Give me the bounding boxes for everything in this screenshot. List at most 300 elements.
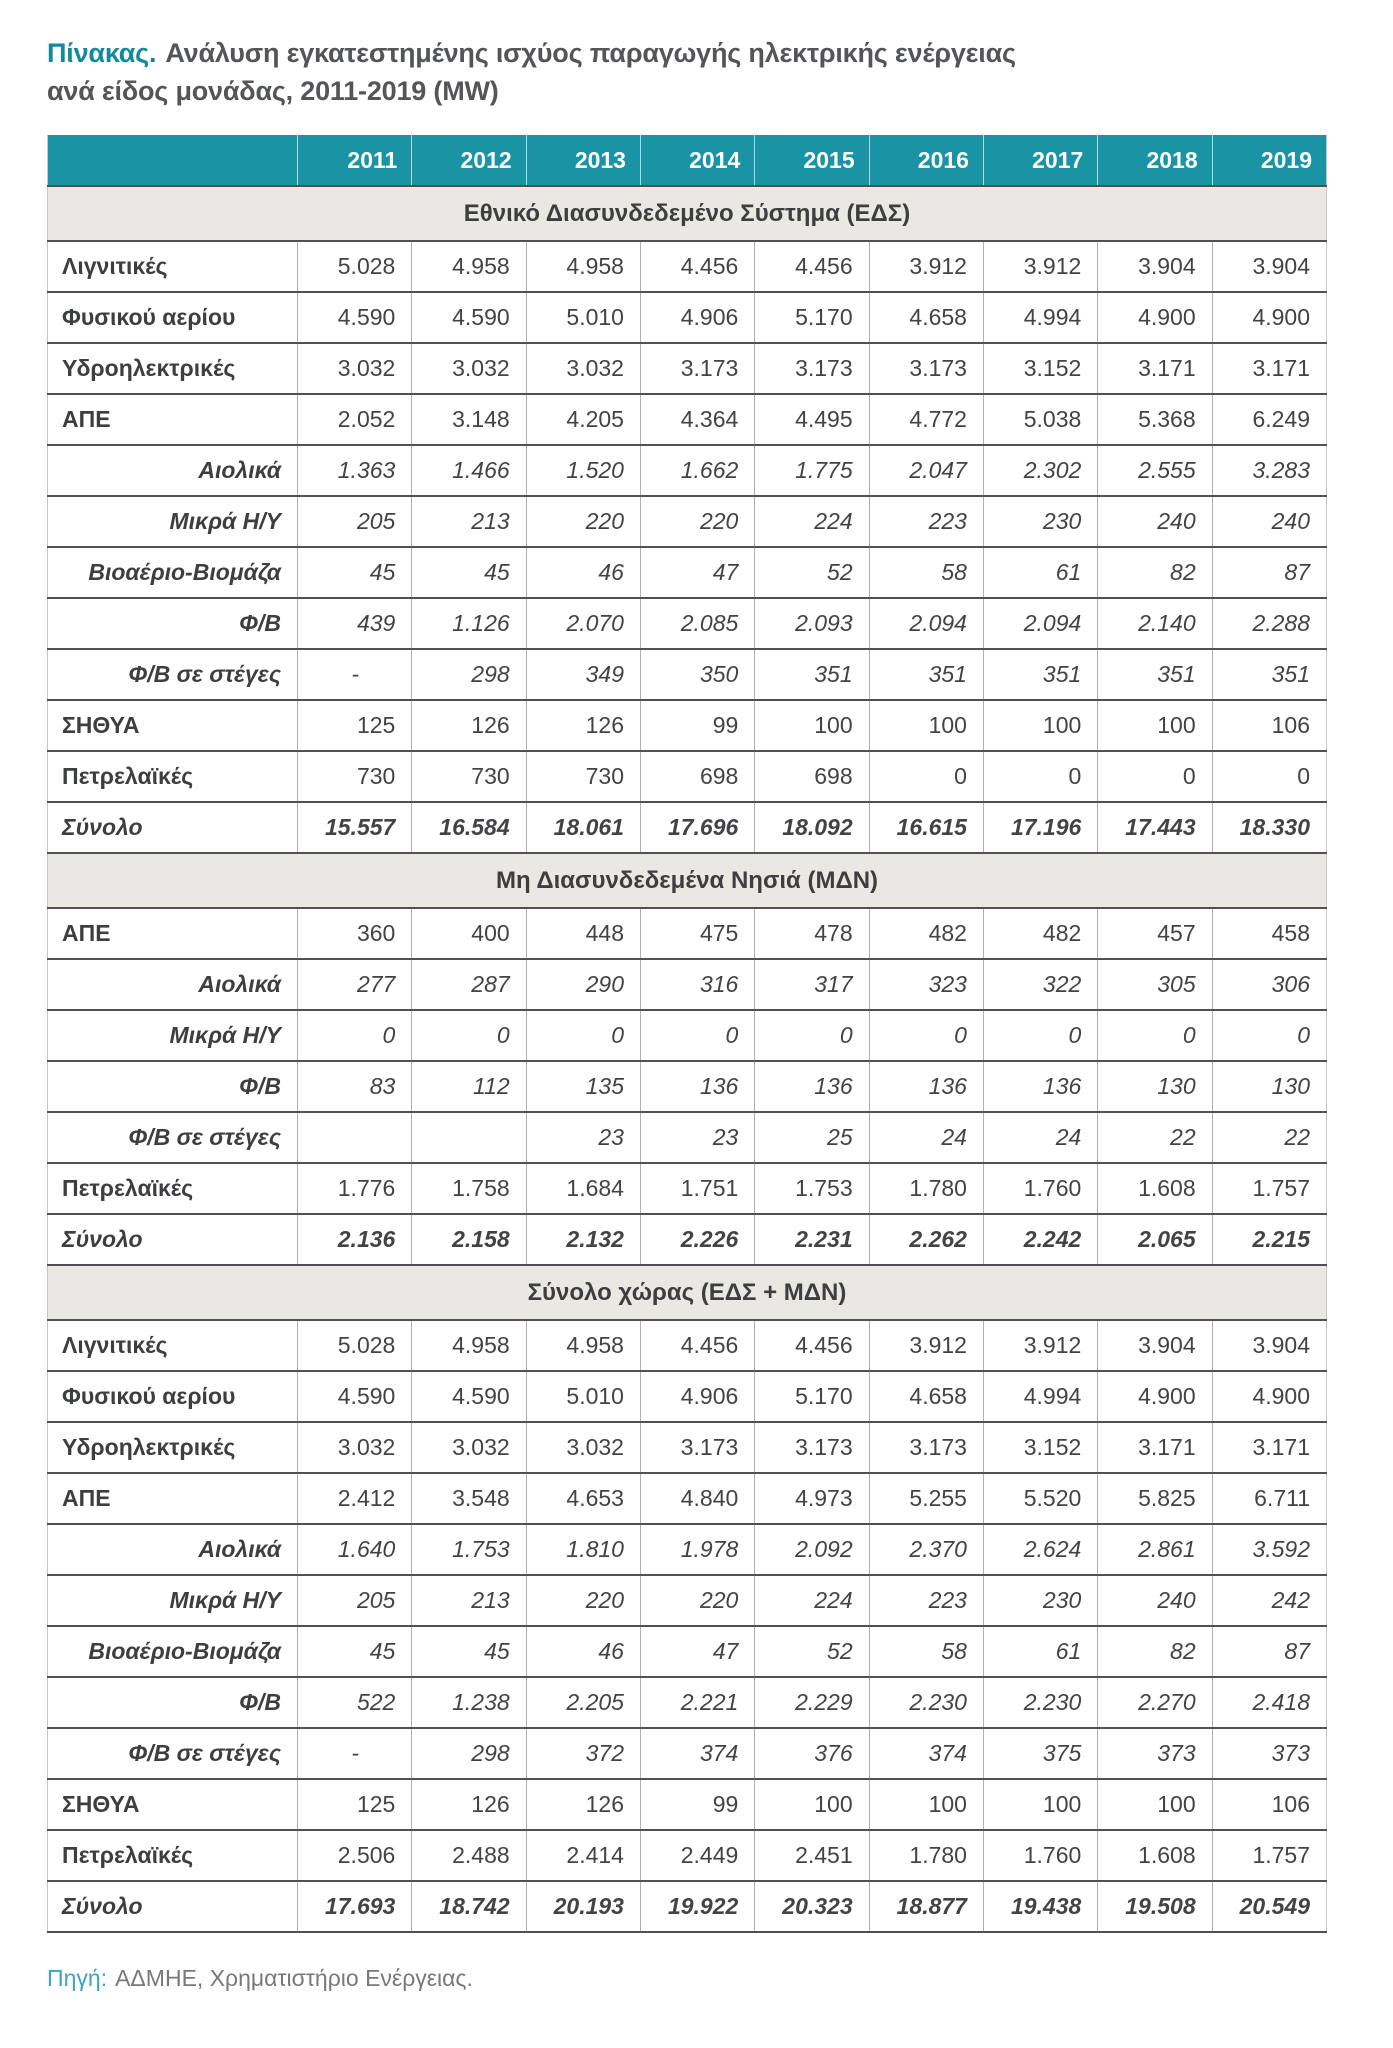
value-cell: 4.590: [298, 292, 412, 343]
value-cell: 351: [1212, 649, 1326, 700]
table-row: [48, 1626, 1327, 1677]
value-cell: 2.140: [1098, 598, 1212, 649]
value-cell: 1.776: [298, 1163, 412, 1214]
value-cell: 18.061: [526, 802, 640, 853]
value-cell: 4.772: [869, 394, 983, 445]
value-cell: 1.238: [412, 1677, 526, 1728]
year-header-2019: 2019: [1212, 135, 1326, 186]
value-cell: 240: [1098, 1575, 1212, 1626]
value-cell: 2.205: [526, 1677, 640, 1728]
table-row: [48, 496, 1327, 547]
table-row: [48, 1320, 1327, 1371]
value-cell: 2.418: [1212, 1677, 1326, 1728]
value-cell: 374: [869, 1728, 983, 1779]
value-cell: 1.757: [1212, 1163, 1326, 1214]
value-cell: 374: [640, 1728, 754, 1779]
value-cell: 730: [412, 751, 526, 802]
row-label: Φ/Β σε στέγες: [48, 649, 298, 700]
value-cell: 17.196: [983, 802, 1097, 853]
value-cell: 19.508: [1098, 1881, 1212, 1932]
value-cell: 1.662: [640, 445, 754, 496]
value-cell: 4.906: [640, 1371, 754, 1422]
value-cell: 2.221: [640, 1677, 754, 1728]
table-row: [48, 292, 1327, 343]
table-body: [48, 186, 1327, 1932]
value-cell: 3.032: [298, 343, 412, 394]
value-cell: 2.270: [1098, 1677, 1212, 1728]
value-cell: 3.912: [869, 241, 983, 292]
source-note: [47, 1965, 1346, 1992]
value-cell: 99: [640, 1779, 754, 1830]
value-cell: 1.608: [1098, 1830, 1212, 1881]
value-cell: 17.443: [1098, 802, 1212, 853]
value-cell: 1.363: [298, 445, 412, 496]
value-cell: 52: [755, 547, 869, 598]
value-cell: 360: [298, 908, 412, 959]
value-cell: 15.557: [298, 802, 412, 853]
section-title: Εθνικό Διασυνδεδεμένο Σύστημα (ΕΔΣ): [48, 186, 1327, 241]
table-row: [48, 1473, 1327, 1524]
value-cell: 125: [298, 700, 412, 751]
value-cell: 240: [1098, 496, 1212, 547]
value-cell: 23: [640, 1112, 754, 1163]
value-cell: 24: [869, 1112, 983, 1163]
value-cell: 698: [640, 751, 754, 802]
page-title-prefix: Πίνακας.: [47, 38, 157, 68]
value-cell: 475: [640, 908, 754, 959]
value-cell: 47: [640, 547, 754, 598]
value-cell: 730: [298, 751, 412, 802]
value-cell: 317: [755, 959, 869, 1010]
year-header-2018: 2018: [1098, 135, 1212, 186]
value-cell: 1.757: [1212, 1830, 1326, 1881]
value-cell: 1.751: [640, 1163, 754, 1214]
value-cell: 698: [755, 751, 869, 802]
value-cell: 3.904: [1098, 1320, 1212, 1371]
value-cell: 2.506: [298, 1830, 412, 1881]
value-cell: 45: [298, 547, 412, 598]
value-cell: 448: [526, 908, 640, 959]
value-cell: 20.193: [526, 1881, 640, 1932]
value-cell: 3.912: [983, 1320, 1097, 1371]
value-cell: 2.302: [983, 445, 1097, 496]
value-cell: 4.840: [640, 1473, 754, 1524]
value-cell: -: [298, 649, 412, 700]
row-label: Πετρελαϊκές: [48, 1163, 298, 1214]
value-cell: 100: [755, 700, 869, 751]
value-cell: 1.753: [755, 1163, 869, 1214]
table-row: [48, 700, 1327, 751]
value-cell: 4.590: [412, 292, 526, 343]
value-cell: 2.451: [755, 1830, 869, 1881]
value-cell: 4.906: [640, 292, 754, 343]
table-row: [48, 1779, 1327, 1830]
value-cell: 130: [1212, 1061, 1326, 1112]
value-cell: 3.171: [1098, 343, 1212, 394]
table-row: [48, 547, 1327, 598]
table-row: [48, 1061, 1327, 1112]
table-row: [48, 1112, 1327, 1163]
section-header-row-2: [48, 1265, 1327, 1320]
row-label: Φ/Β: [48, 1061, 298, 1112]
value-cell: 4.994: [983, 1371, 1097, 1422]
value-cell: 2.070: [526, 598, 640, 649]
value-cell: 0: [755, 1010, 869, 1061]
row-label: Αιολικά: [48, 959, 298, 1010]
table-row: [48, 343, 1327, 394]
value-cell: 126: [526, 1779, 640, 1830]
table-row: [48, 241, 1327, 292]
table-row: [48, 598, 1327, 649]
value-cell: 5.825: [1098, 1473, 1212, 1524]
value-cell: 5.520: [983, 1473, 1097, 1524]
section-title: Σύνολο χώρας (ΕΔΣ + ΜΔΝ): [48, 1265, 1327, 1320]
value-cell: 351: [869, 649, 983, 700]
value-cell: 220: [640, 496, 754, 547]
table-row: [48, 802, 1327, 853]
value-cell: 224: [755, 1575, 869, 1626]
value-cell: 3.032: [412, 343, 526, 394]
value-cell: 1.684: [526, 1163, 640, 1214]
table-row: [48, 1371, 1327, 1422]
value-cell: 126: [526, 700, 640, 751]
value-cell: 2.370: [869, 1524, 983, 1575]
value-cell: 100: [1098, 700, 1212, 751]
value-cell: 400: [412, 908, 526, 959]
value-cell: 22: [1098, 1112, 1212, 1163]
value-cell: 17.693: [298, 1881, 412, 1932]
value-cell: 2.052: [298, 394, 412, 445]
value-cell: 0: [1212, 1010, 1326, 1061]
value-cell: 223: [869, 496, 983, 547]
value-cell: 205: [298, 1575, 412, 1626]
value-cell: 213: [412, 1575, 526, 1626]
value-cell: 458: [1212, 908, 1326, 959]
value-cell: 220: [526, 1575, 640, 1626]
value-cell: 52: [755, 1626, 869, 1677]
value-cell: 2.229: [755, 1677, 869, 1728]
value-cell: 2.231: [755, 1214, 869, 1265]
value-cell: 4.958: [526, 1320, 640, 1371]
value-cell: 58: [869, 1626, 983, 1677]
value-cell: 1.758: [412, 1163, 526, 1214]
value-cell: 82: [1098, 1626, 1212, 1677]
value-cell: 1.466: [412, 445, 526, 496]
year-header-2014: 2014: [640, 135, 754, 186]
value-cell: 1.760: [983, 1163, 1097, 1214]
value-cell: 18.330: [1212, 802, 1326, 853]
value-cell: 277: [298, 959, 412, 1010]
value-cell: 2.288: [1212, 598, 1326, 649]
value-cell: 18.092: [755, 802, 869, 853]
row-label: Βιοαέριο-Βιομάζα: [48, 547, 298, 598]
table-row: [48, 959, 1327, 1010]
value-cell: -: [298, 1728, 412, 1779]
table-row: [48, 1830, 1327, 1881]
value-cell: 323: [869, 959, 983, 1010]
value-cell: 5.010: [526, 1371, 640, 1422]
value-cell: 3.173: [869, 343, 983, 394]
value-cell: 5.038: [983, 394, 1097, 445]
value-cell: 0: [1098, 751, 1212, 802]
value-cell: 223: [869, 1575, 983, 1626]
value-cell: 23: [526, 1112, 640, 1163]
value-cell: 125: [298, 1779, 412, 1830]
year-header-2011: 2011: [298, 135, 412, 186]
value-cell: 4.900: [1098, 1371, 1212, 1422]
value-cell: 5.028: [298, 241, 412, 292]
value-cell: 17.696: [640, 802, 754, 853]
value-cell: 4.456: [640, 1320, 754, 1371]
table-row: [48, 1575, 1327, 1626]
value-cell: 4.590: [298, 1371, 412, 1422]
value-cell: 1.760: [983, 1830, 1097, 1881]
value-cell: 2.136: [298, 1214, 412, 1265]
value-cell: 0: [1098, 1010, 1212, 1061]
row-label: ΣΗΘΥΑ: [48, 1779, 298, 1830]
value-cell: 4.456: [640, 241, 754, 292]
value-cell: 1.775: [755, 445, 869, 496]
value-cell: 135: [526, 1061, 640, 1112]
value-cell: 45: [412, 547, 526, 598]
value-cell: 0: [526, 1010, 640, 1061]
row-label: Φ/Β: [48, 598, 298, 649]
value-cell: 46: [526, 547, 640, 598]
value-cell: 4.658: [869, 1371, 983, 1422]
value-cell: 61: [983, 547, 1097, 598]
value-cell: 100: [983, 1779, 1097, 1830]
value-cell: 0: [640, 1010, 754, 1061]
value-cell: 372: [526, 1728, 640, 1779]
value-cell: 1.640: [298, 1524, 412, 1575]
value-cell: 3.171: [1212, 343, 1326, 394]
value-cell: 1.126: [412, 598, 526, 649]
value-cell: 1.978: [640, 1524, 754, 1575]
value-cell: 3.912: [983, 241, 1097, 292]
value-cell: 4.364: [640, 394, 754, 445]
value-cell: 3.032: [298, 1422, 412, 1473]
value-cell: 3.173: [755, 1422, 869, 1473]
year-header-row: [48, 135, 1327, 186]
value-cell: 350: [640, 649, 754, 700]
table-row: [48, 1214, 1327, 1265]
value-cell: 2.093: [755, 598, 869, 649]
value-cell: 0: [983, 751, 1097, 802]
value-cell: 376: [755, 1728, 869, 1779]
value-cell: 47: [640, 1626, 754, 1677]
table-row: [48, 751, 1327, 802]
value-cell: 0: [869, 751, 983, 802]
value-cell: 3.173: [640, 1422, 754, 1473]
row-label: ΑΠΕ: [48, 908, 298, 959]
value-cell: 2.065: [1098, 1214, 1212, 1265]
value-cell: 136: [755, 1061, 869, 1112]
row-label: Σύνολο: [48, 1214, 298, 1265]
value-cell: 298: [412, 1728, 526, 1779]
value-cell: 19.922: [640, 1881, 754, 1932]
value-cell: 24: [983, 1112, 1097, 1163]
value-cell: 2.242: [983, 1214, 1097, 1265]
value-cell: 1.608: [1098, 1163, 1212, 1214]
value-cell: 2.085: [640, 598, 754, 649]
row-label: Αιολικά: [48, 445, 298, 496]
source-note-text: ΑΔΜΗΕ, Χρηματιστήριο Ενέργειας.: [115, 1965, 473, 1991]
value-cell: 2.488: [412, 1830, 526, 1881]
value-cell: 220: [640, 1575, 754, 1626]
value-cell: 2.230: [869, 1677, 983, 1728]
table-row: [48, 1881, 1327, 1932]
value-cell: 3.032: [526, 343, 640, 394]
value-cell: 2.094: [869, 598, 983, 649]
value-cell: 2.158: [412, 1214, 526, 1265]
table-row: [48, 1163, 1327, 1214]
value-cell: 457: [1098, 908, 1212, 959]
section-header-row-1: [48, 853, 1327, 908]
value-cell: 100: [1098, 1779, 1212, 1830]
value-cell: 106: [1212, 700, 1326, 751]
value-cell: 373: [1098, 1728, 1212, 1779]
value-cell: 5.010: [526, 292, 640, 343]
table-row: [48, 1728, 1327, 1779]
value-cell: 16.584: [412, 802, 526, 853]
value-cell: 213: [412, 496, 526, 547]
value-cell: 730: [526, 751, 640, 802]
row-label: Αιολικά: [48, 1524, 298, 1575]
value-cell: 1.780: [869, 1830, 983, 1881]
value-cell: 3.173: [755, 343, 869, 394]
value-cell: 375: [983, 1728, 1097, 1779]
value-cell: 351: [983, 649, 1097, 700]
value-cell: 5.028: [298, 1320, 412, 1371]
value-cell: 22: [1212, 1112, 1326, 1163]
table-row: [48, 394, 1327, 445]
row-label: Λιγνιτικές: [48, 241, 298, 292]
value-cell: 5.368: [1098, 394, 1212, 445]
value-cell: 18.742: [412, 1881, 526, 1932]
section-header-row-0: [48, 186, 1327, 241]
section-title: Μη Διασυνδεδεμένα Νησιά (ΜΔΝ): [48, 853, 1327, 908]
value-cell: 2.092: [755, 1524, 869, 1575]
value-cell: 83: [298, 1061, 412, 1112]
value-cell: 230: [983, 1575, 1097, 1626]
row-label: Λιγνιτικές: [48, 1320, 298, 1371]
value-cell: 298: [412, 649, 526, 700]
value-cell: 2.412: [298, 1473, 412, 1524]
value-cell: 126: [412, 700, 526, 751]
value-cell: 4.456: [755, 241, 869, 292]
value-cell: 3.152: [983, 343, 1097, 394]
value-cell: 290: [526, 959, 640, 1010]
table-row: [48, 1677, 1327, 1728]
value-cell: 306: [1212, 959, 1326, 1010]
value-cell: 100: [869, 700, 983, 751]
value-cell: 18.877: [869, 1881, 983, 1932]
value-cell: 4.900: [1212, 292, 1326, 343]
value-cell: 16.615: [869, 802, 983, 853]
row-label: Φυσικού αερίου: [48, 292, 298, 343]
value-cell: [298, 1112, 412, 1163]
value-cell: 1.753: [412, 1524, 526, 1575]
table-row: [48, 1010, 1327, 1061]
value-cell: 4.958: [526, 241, 640, 292]
value-cell: 240: [1212, 496, 1326, 547]
value-cell: 2.230: [983, 1677, 1097, 1728]
value-cell: 522: [298, 1677, 412, 1728]
value-cell: 482: [983, 908, 1097, 959]
row-label: Μικρά Η/Υ: [48, 496, 298, 547]
row-label: Φ/Β: [48, 1677, 298, 1728]
value-cell: 46: [526, 1626, 640, 1677]
value-cell: 6.711: [1212, 1473, 1326, 1524]
value-cell: 478: [755, 908, 869, 959]
row-label: Μικρά Η/Υ: [48, 1575, 298, 1626]
value-cell: 3.173: [869, 1422, 983, 1473]
value-cell: 2.555: [1098, 445, 1212, 496]
value-cell: 99: [640, 700, 754, 751]
value-cell: 242: [1212, 1575, 1326, 1626]
value-cell: 5.170: [755, 1371, 869, 1422]
value-cell: 126: [412, 1779, 526, 1830]
value-cell: 224: [755, 496, 869, 547]
value-cell: 5.255: [869, 1473, 983, 1524]
value-cell: 4.653: [526, 1473, 640, 1524]
year-header-2017: 2017: [983, 135, 1097, 186]
value-cell: 0: [869, 1010, 983, 1061]
value-cell: 136: [869, 1061, 983, 1112]
table-row: [48, 1422, 1327, 1473]
value-cell: 482: [869, 908, 983, 959]
value-cell: 20.323: [755, 1881, 869, 1932]
value-cell: 1.520: [526, 445, 640, 496]
value-cell: 2.624: [983, 1524, 1097, 1575]
value-cell: 25: [755, 1112, 869, 1163]
value-cell: 322: [983, 959, 1097, 1010]
value-cell: 3.173: [640, 343, 754, 394]
value-cell: 230: [983, 496, 1097, 547]
value-cell: 3.032: [412, 1422, 526, 1473]
year-header-2016: 2016: [869, 135, 983, 186]
row-label: Φ/Β σε στέγες: [48, 1112, 298, 1163]
installed-capacity-table: [47, 135, 1327, 1933]
value-cell: 439: [298, 598, 412, 649]
row-label: Βιοαέριο-Βιομάζα: [48, 1626, 298, 1677]
value-cell: 3.904: [1212, 241, 1326, 292]
value-cell: 2.094: [983, 598, 1097, 649]
row-label: Φ/Β σε στέγες: [48, 1728, 298, 1779]
value-cell: [412, 1112, 526, 1163]
year-header-2015: 2015: [755, 135, 869, 186]
row-label: Υδροηλεκτρικές: [48, 1422, 298, 1473]
value-cell: 136: [640, 1061, 754, 1112]
value-cell: 2.262: [869, 1214, 983, 1265]
row-label: Πετρελαϊκές: [48, 1830, 298, 1881]
value-cell: 3.152: [983, 1422, 1097, 1473]
value-cell: 130: [1098, 1061, 1212, 1112]
value-cell: 4.900: [1098, 292, 1212, 343]
row-label: ΑΠΕ: [48, 1473, 298, 1524]
row-label: Μικρά Η/Υ: [48, 1010, 298, 1061]
value-cell: 3.912: [869, 1320, 983, 1371]
row-label: Πετρελαϊκές: [48, 751, 298, 802]
value-cell: 4.495: [755, 394, 869, 445]
row-label: Σύνολο: [48, 1881, 298, 1932]
row-label: Σύνολο: [48, 802, 298, 853]
value-cell: 4.958: [412, 1320, 526, 1371]
value-cell: 4.958: [412, 241, 526, 292]
value-cell: 4.994: [983, 292, 1097, 343]
value-cell: 100: [983, 700, 1097, 751]
value-cell: 4.590: [412, 1371, 526, 1422]
